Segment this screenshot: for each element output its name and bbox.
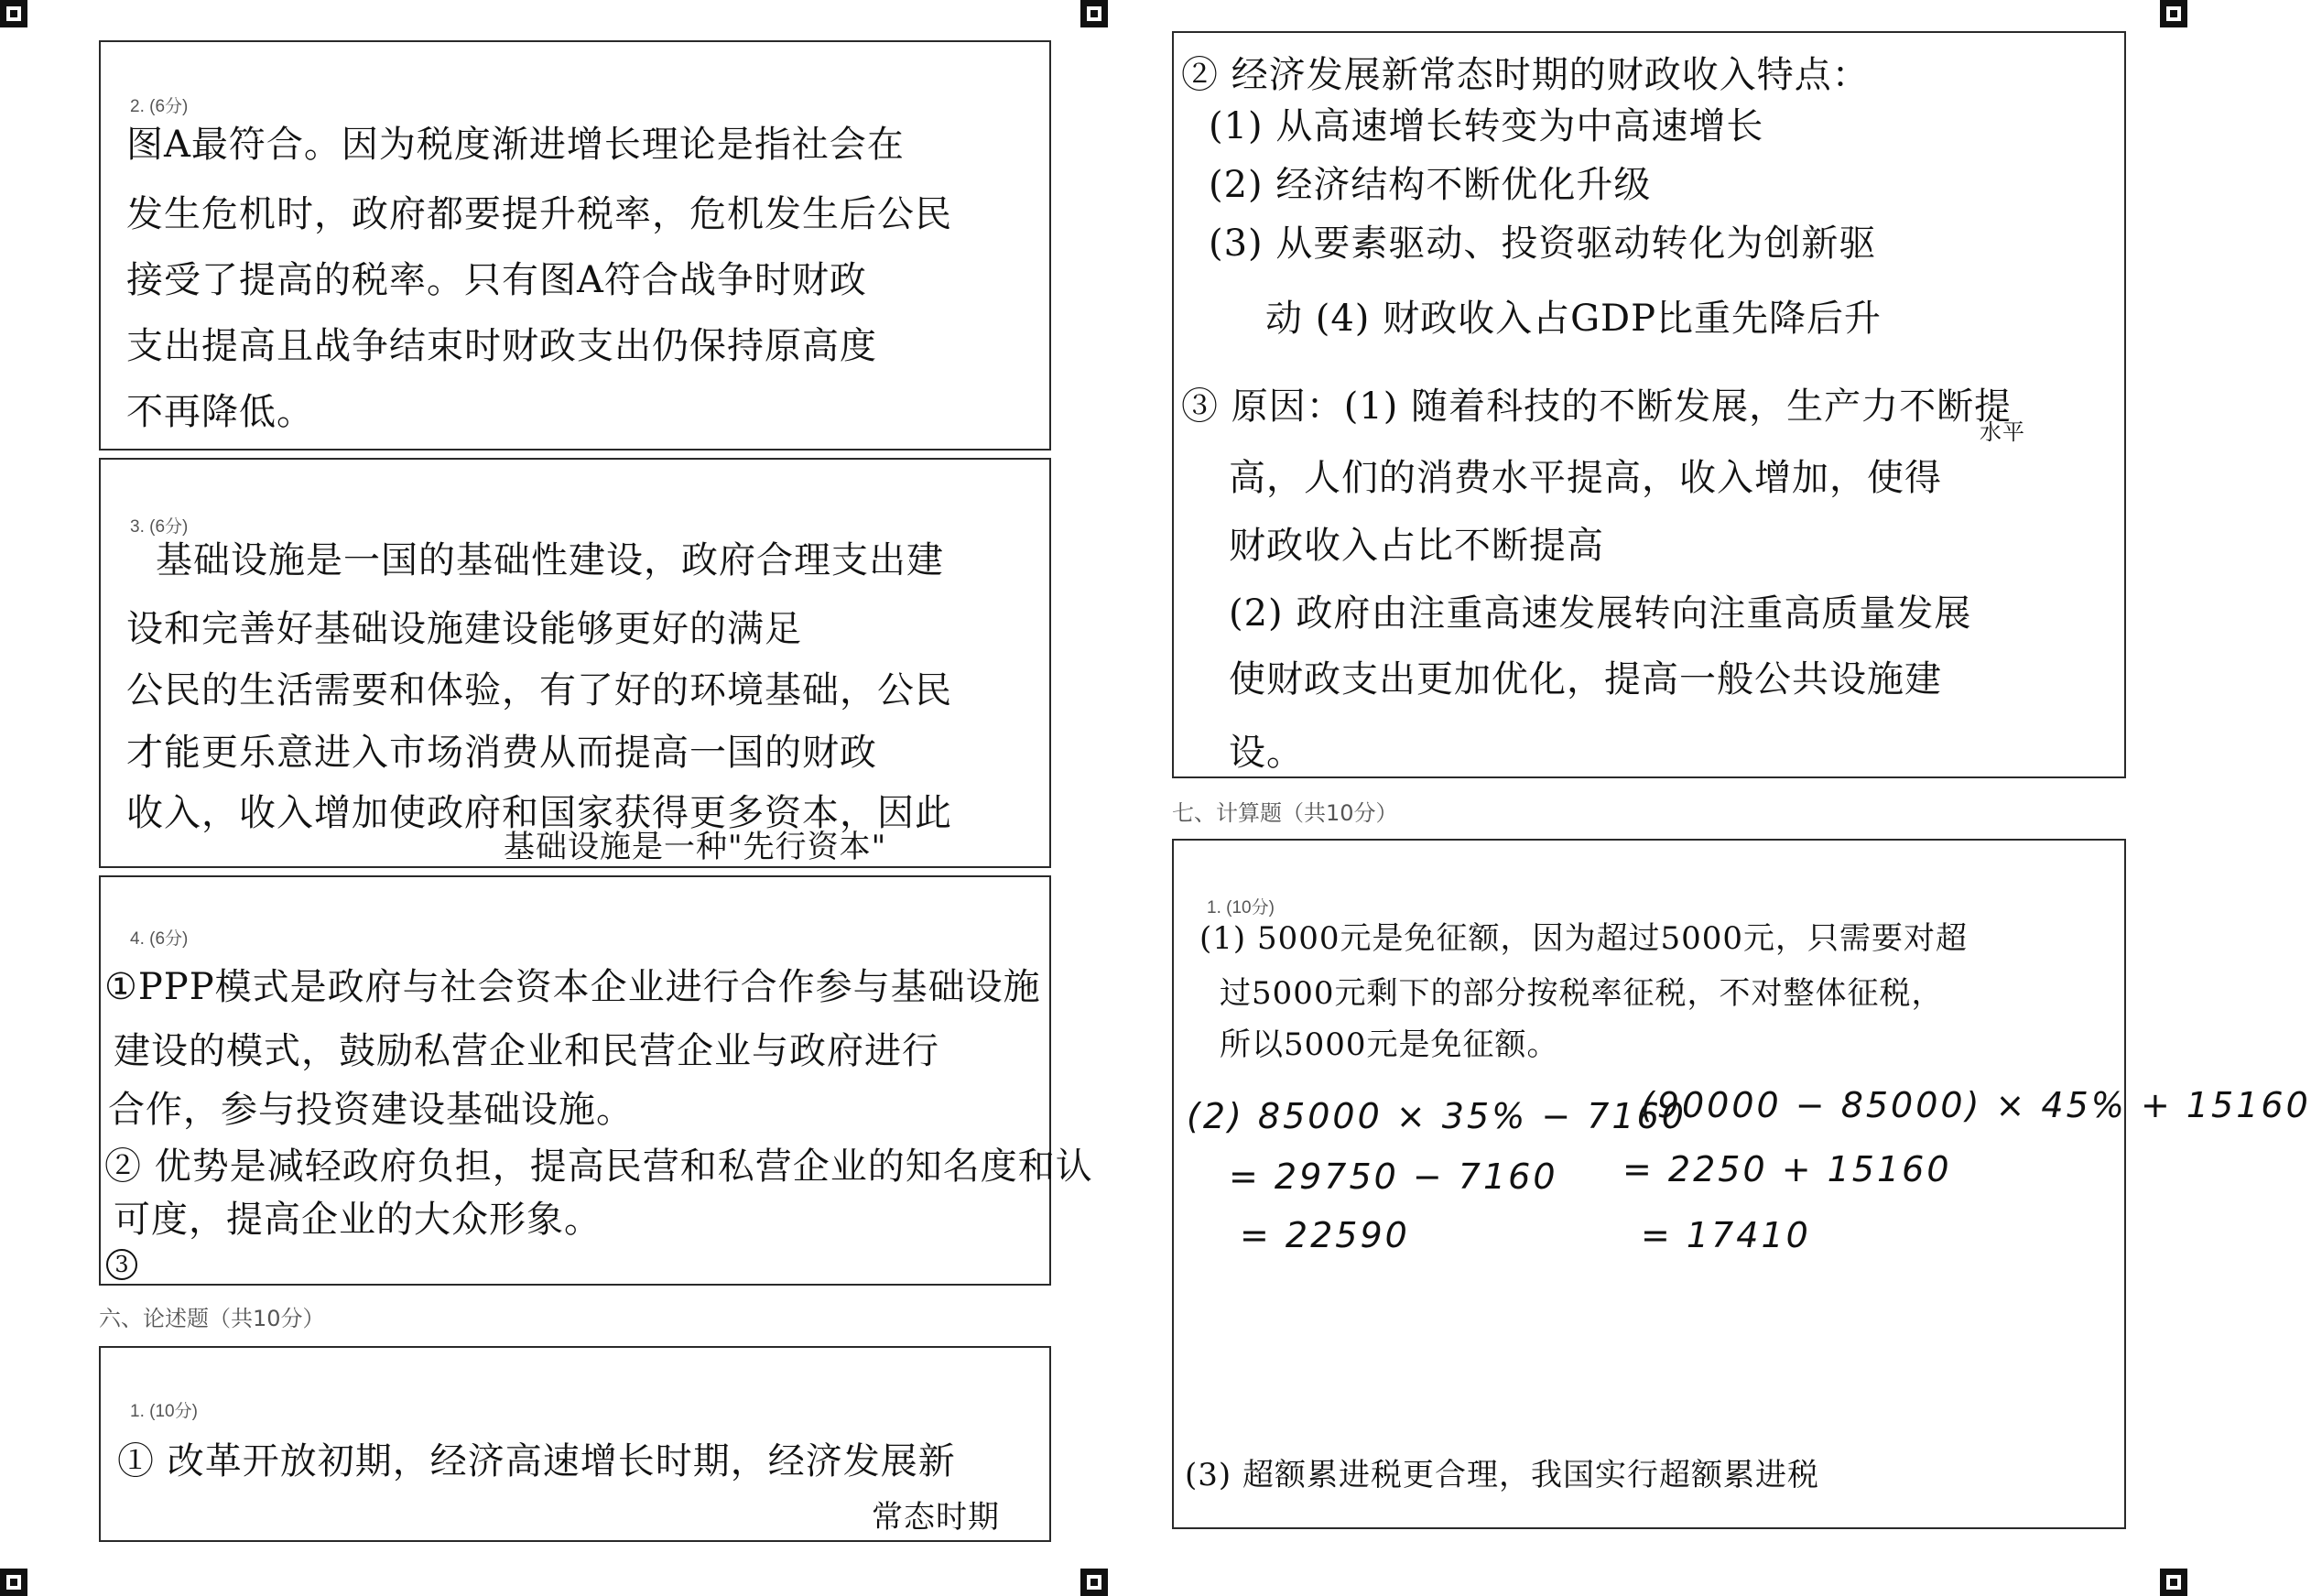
answer-box-q4 <box>99 875 1093 1286</box>
handwriting-line: 设和完善好基础设施建设能够更好的满足 <box>126 608 802 650</box>
handwriting-line: (3) 超额累进税更合理，我国实行超额累进税 <box>1185 1457 1819 1493</box>
question-label: 2. (6分) <box>130 97 189 116</box>
handwriting-line: (1) 从高速增长转变为中高速增长 <box>1209 105 1764 147</box>
handwriting-line: (2) 经济结构不断优化升级 <box>1209 164 1652 206</box>
handwriting-line: 收入，收入增加使政府和国家获得更多资本，因此 <box>126 792 952 834</box>
handwriting-line: 公民的生活需要和体验，有了好的环境基础，公民 <box>126 669 952 711</box>
math-line: = 17410 <box>1641 1215 1811 1255</box>
handwriting-line: (2) 政府由注重高速发展转向注重高质量发展 <box>1229 592 1972 635</box>
handwriting-line: ① 改革开放初期，经济高速增长时期，经济发展新 <box>117 1440 956 1482</box>
corner-marker-top-right <box>2160 0 2187 27</box>
handwriting-line: ③ 原因：(1) 随着科技的不断发展，生产力不断提 <box>1181 385 2013 428</box>
math-line: (90000 − 85000) × 45% + 15160 <box>1641 1085 2311 1125</box>
handwriting-line: 支出提高且战争结束时财政支出仍保持原高度 <box>126 325 877 367</box>
corner-marker-top-center <box>1080 0 1108 27</box>
handwriting-line: 才能更乐意进入市场消费从而提高一国的财政 <box>126 732 877 774</box>
answer-box-calc <box>1172 839 2311 1529</box>
math-line: = 22590 <box>1240 1215 1410 1255</box>
math-line: = 29750 − 7160 <box>1229 1156 1558 1197</box>
handwriting-line: ①PPP模式是政府与社会资本企业进行合作参与基础设施 <box>104 966 1041 1008</box>
handwriting-line: 发生危机时，政府都要提升税率，危机发生后公民 <box>126 193 952 235</box>
handwriting-line: 设。 <box>1229 732 1304 774</box>
handwriting-line: 基础设施是一国的基础性建设，政府合理支出建 <box>156 539 944 581</box>
handwriting-line: (3) 从要素驱动、投资驱动转化为创新驱 <box>1209 223 1877 265</box>
handwriting-line: 不再降低。 <box>126 391 314 433</box>
answer-box-q6 <box>99 1346 1051 1542</box>
math-line: = 2250 + 15160 <box>1622 1149 1952 1189</box>
handwriting-line: 合作，参与投资建设基础设施。 <box>108 1089 634 1131</box>
question-label: 3. (6分) <box>130 517 189 537</box>
section-heading: 六、论述题（共10分） <box>99 1306 325 1331</box>
handwriting-line: 图A最符合。因为税度渐进增长理论是指社会在 <box>126 124 905 166</box>
handwriting-line: 常态时期 <box>872 1499 1000 1536</box>
handwriting-line: 基础设施是一种"先行资本" <box>504 829 887 865</box>
answer-box-q6-continued <box>1172 31 2126 778</box>
corner-marker-top-left <box>0 0 27 27</box>
answer-box-q3 <box>99 458 1051 868</box>
handwriting-line: 使财政支出更加优化，提高一般公共设施建 <box>1229 658 1942 700</box>
section-heading: 七、计算题（共10分） <box>1172 800 1398 826</box>
corner-marker-bottom-center <box>1080 1569 1108 1596</box>
question-label: 4. (6分) <box>130 929 189 949</box>
handwriting-line: ② 经济发展新常态时期的财政收入特点： <box>1181 54 1870 96</box>
answer-box-q2 <box>99 40 1051 451</box>
handwriting-line: (1) 5000元是免征额，因为超过5000元，只需要对超 <box>1199 920 1969 957</box>
question-label: 1. (10分) <box>1207 898 1275 917</box>
handwriting-line: 接受了提高的税率。只有图A符合战争时财政 <box>126 259 867 301</box>
corner-marker-bottom-right <box>2160 1569 2187 1596</box>
circled-number: 3 <box>106 1249 137 1280</box>
question-label: 1. (10分) <box>130 1402 198 1421</box>
handwriting-line: 高，人们的消费水平提高，收入增加，使得 <box>1229 457 1942 499</box>
handwriting-line: 所以5000元是免征额。 <box>1220 1026 1559 1063</box>
corner-marker-bottom-left <box>0 1569 27 1596</box>
math-line: (2) 85000 × 35% − 7160 <box>1187 1096 1687 1136</box>
handwriting-line: ② 优势是减轻政府负担，提高民营和私营企业的知名度和认 <box>104 1145 1093 1188</box>
handwriting-line: 过5000元剩下的部分按税率征税，不对整体征税， <box>1220 975 1944 1012</box>
handwriting-line: 动 (4) 财政收入占GDP比重先降后升 <box>1265 298 1882 340</box>
handwriting-line: 建设的模式，鼓励私营企业和民营企业与政府进行 <box>114 1030 939 1072</box>
handwriting-line: 财政收入占比不断提高 <box>1229 525 1604 567</box>
handwriting-insert: 水平 <box>1980 419 2025 445</box>
handwriting-line: 可度，提高企业的大众形象。 <box>114 1199 602 1241</box>
